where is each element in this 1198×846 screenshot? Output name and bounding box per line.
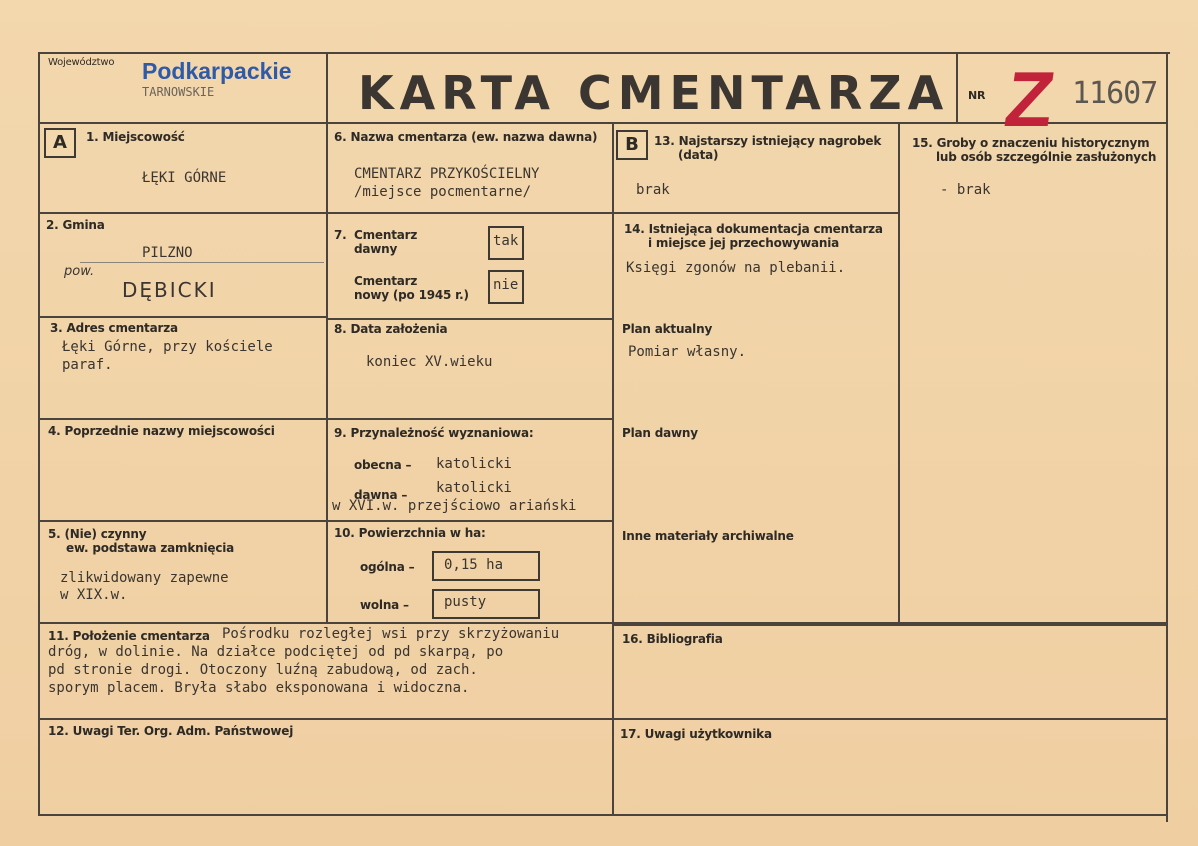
old-voivodeship: TARNOWSKIE — [142, 85, 215, 99]
field-11-value-2: dróg, w dolinie. Na działce podciętej od pd skarpą, po — [48, 644, 504, 660]
field-1-value: ŁĘKI GÓRNE — [142, 170, 227, 186]
col-sep-b — [612, 122, 614, 816]
field-7-nowy-2: nowy (po 1945 r.) — [354, 288, 469, 302]
field-7-dawny-1: Cmentarz — [354, 228, 418, 242]
frame-right-line — [1166, 52, 1168, 822]
field-2-pow-label: pow. — [64, 264, 95, 279]
field-3-value-2: paraf. — [62, 357, 113, 373]
field-11-value-4: sporym placem. Bryła słabo eksponowana i widoczna. — [48, 680, 470, 696]
field-10-ogolna-label: ogólna – — [360, 560, 415, 574]
row-line-6 — [38, 718, 1168, 720]
field-6-value-2: /miejsce pocmentarne/ — [354, 184, 532, 200]
field-7-label: 7. — [334, 228, 347, 242]
field-7-dawny-2: dawny — [354, 242, 398, 256]
field-11-value-1: Pośrodku rozległej wsi przy skrzyżowaniu — [222, 626, 560, 642]
plan-aktualny-value: Pomiar własny. — [628, 344, 747, 360]
nr-value: 11607 — [1072, 76, 1158, 111]
field-11-value-3: pd stronie drogi. Otoczony luźną zabudową, od zach. — [48, 662, 478, 678]
frame-bottom-line — [38, 814, 1168, 816]
row-line-2-left — [38, 316, 328, 318]
field-2-label: 2. Gmina — [46, 218, 105, 232]
row-line-4 — [38, 520, 614, 522]
field-9-label: 9. Przynależność wyznaniowa: — [334, 426, 534, 440]
section-b-box: B — [616, 130, 648, 160]
field-9-obecna-label: obecna – — [354, 458, 412, 472]
field-6-label: 6. Nazwa cmentarza (ew. nazwa dawna) — [334, 130, 598, 144]
row-line-b1 — [612, 212, 900, 214]
row-line-2-mid — [326, 318, 614, 320]
header-sep-1 — [326, 52, 328, 124]
field-9-obecna-value: katolicki — [436, 456, 512, 472]
row-line-b2 — [612, 624, 1168, 626]
field-7-dawny-value: tak — [493, 233, 519, 249]
field-10-wolna-label: wolna – — [360, 598, 409, 612]
field-8-value: koniec XV.wieku — [366, 354, 493, 370]
field-14-label-2: i miejsce jej przechowywania — [648, 236, 840, 250]
field-11-label: 11. Położenie cmentarza — [48, 629, 210, 643]
field-7-nowy-value: nie — [493, 277, 519, 293]
field-6-value-1: CMENTARZ PRZYKOŚCIELNY — [354, 166, 540, 182]
field-14-value: Księgi zgonów na plebanii. — [626, 260, 846, 276]
row-line-3 — [38, 418, 614, 420]
col-sep-c — [898, 122, 900, 624]
field-9-dawna-value: katolicki — [436, 480, 512, 496]
field-9-dawna-extra: w XVI.w. przejściowo ariański — [332, 498, 577, 514]
field-12-label: 12. Uwagi Ter. Org. Adm. Państwowej — [48, 724, 294, 738]
field-4-label: 4. Poprzednie nazwy miejscowości — [48, 424, 275, 438]
field-17-label: 17. Uwagi użytkownika — [620, 727, 772, 741]
frame-left-line — [38, 52, 40, 816]
field-7-nowy-1: Cmentarz — [354, 274, 418, 288]
header-sep-2 — [956, 52, 958, 124]
field-5-label-2: ew. podstawa zamknięcia — [66, 541, 235, 555]
field-5-value-1: zlikwidowany zapewne — [60, 570, 229, 586]
field-15-label-1: 15. Groby o znaczeniu historycznym — [912, 136, 1150, 150]
card-title: KARTA CMENTARZA — [358, 66, 950, 120]
field-5-label-1: 5. (Nie) czynny — [48, 527, 147, 541]
field-13-value: brak — [636, 182, 670, 198]
field-9-dawna-label: dawna – — [354, 488, 408, 502]
field-3-value-1: Łęki Górne, przy kościele — [62, 339, 273, 355]
field-10-ogolna-value: 0,15 ha — [444, 557, 504, 573]
col-sep-a — [326, 122, 328, 622]
frame-header-bottom-line — [38, 122, 1168, 124]
nr-letter: Z — [999, 55, 1060, 143]
inne-materialy-label: Inne materiały archiwalne — [622, 529, 794, 543]
field-8-label: 8. Data założenia — [334, 322, 448, 336]
field-13-label-1: 13. Najstarszy istniejący nagrobek — [654, 134, 882, 148]
field-14-label-1: 14. Istniejąca dokumentacja cmentarza — [624, 222, 883, 236]
section-a-box: A — [44, 128, 76, 158]
row-line-1 — [38, 212, 614, 214]
field-1-label: 1. Miejscowość — [86, 130, 185, 144]
field-2-pow-value: DĘBICKI — [122, 278, 217, 302]
field-3-label: 3. Adres cmentarza — [50, 321, 178, 335]
nr-label: NR — [968, 89, 986, 102]
field-5-value-2: w XIX.w. — [60, 587, 128, 603]
field-15-label-2: lub osób szczególnie zasłużonych — [936, 150, 1157, 164]
field-13-label-2: (data) — [678, 148, 719, 162]
wojewodztwo-label: Województwo — [48, 57, 115, 68]
field-15-value: - brak — [940, 182, 991, 198]
field-10-label: 10. Powierzchnia w ha: — [334, 526, 486, 540]
voivodeship-stamp: Podkarpackie — [142, 58, 292, 84]
plan-dawny-label: Plan dawny — [622, 426, 698, 440]
field-16-label: 16. Bibliografia — [622, 632, 723, 646]
field-2-underline — [80, 262, 324, 263]
frame-top-line — [38, 52, 1170, 54]
field-2-value: PILZNO — [142, 245, 193, 261]
plan-aktualny-label: Plan aktualny — [622, 322, 713, 336]
field-10-wolna-value: pusty — [444, 594, 487, 610]
